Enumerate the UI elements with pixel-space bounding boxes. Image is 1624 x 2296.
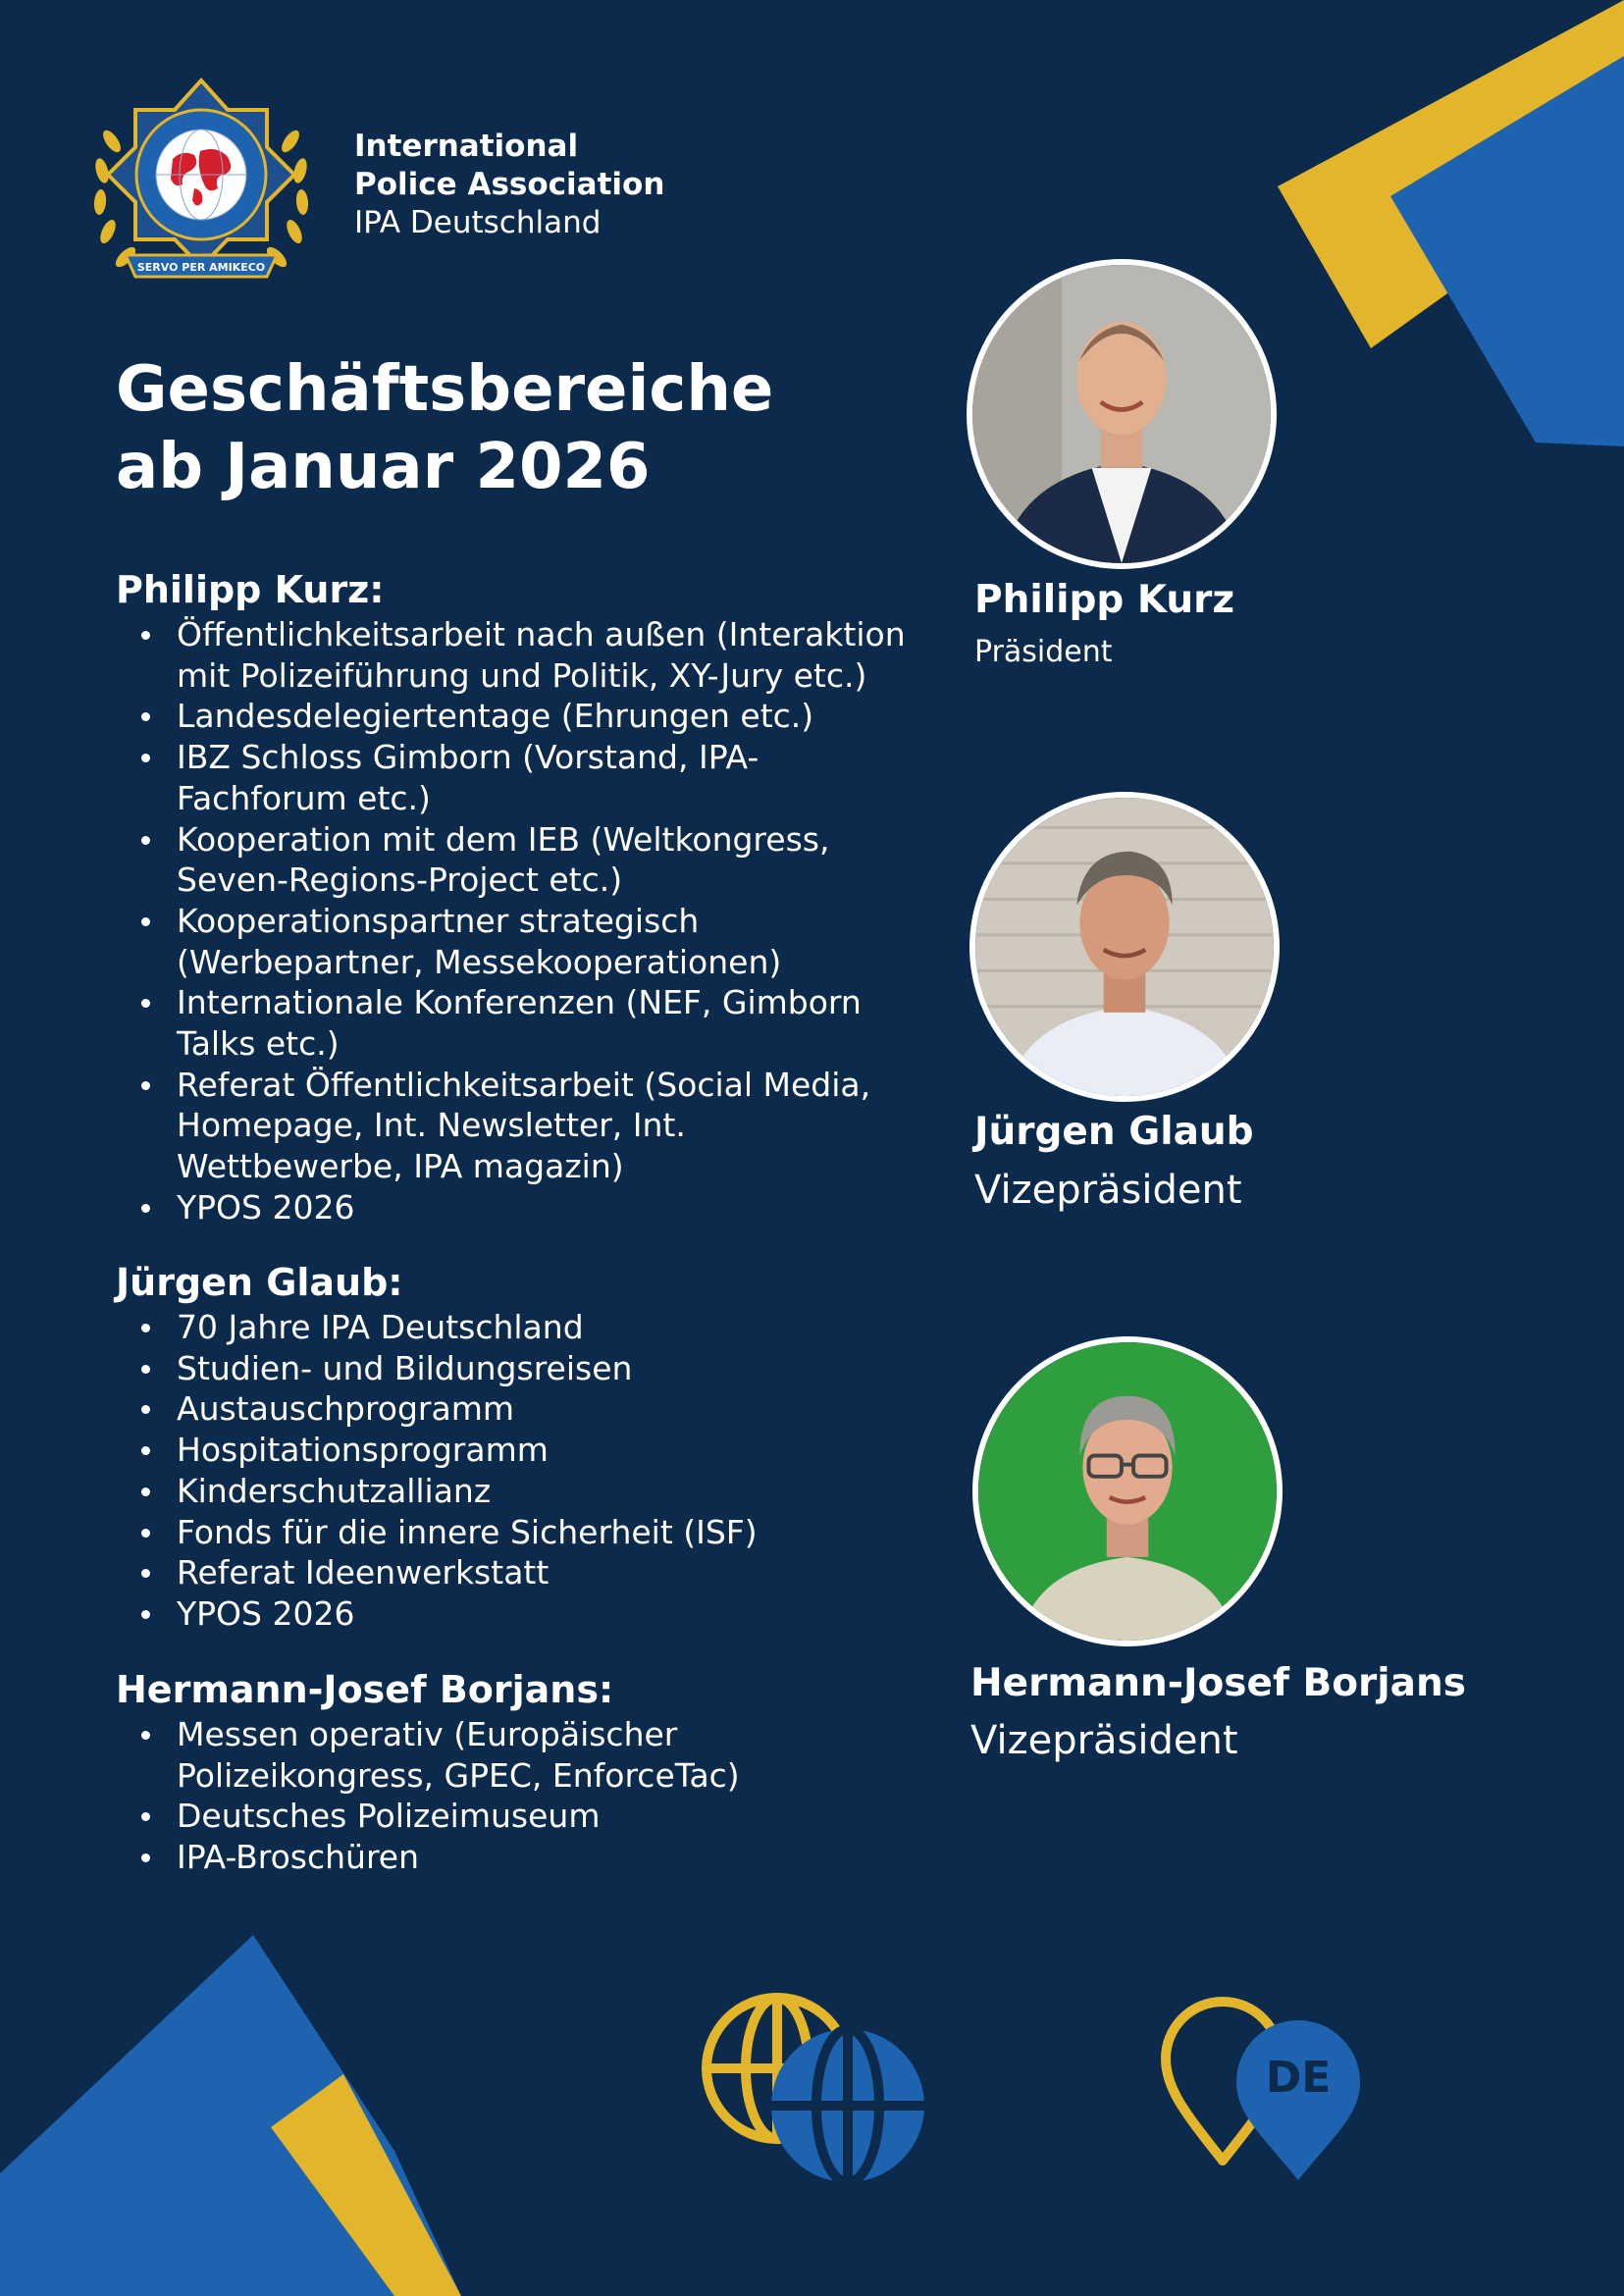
org-line-1: International [354,129,579,164]
list-item-line: Studien- und Bildungsreisen [177,1348,633,1387]
portrait-hermann-josef-borjans [972,1336,1283,1646]
organization-name [354,128,664,242]
list-item-line: Kooperation mit dem IEB (Weltkongress, [177,819,830,859]
list-item-line: Öffentlichkeitsarbeit nach außen (Interaktion [177,615,906,653]
list-item-line: Polizeikongress, GPEC, EnforceTac) [177,1755,740,1795]
list-item-line: Internationale Konferenzen (NEF, Gimborn [177,983,862,1022]
list-item-line: IBZ Schloss Gimborn (Vorstand, IPA- [177,738,760,777]
ipa-logo [82,73,320,300]
person-name: Hermann-Josef Borjans [970,1661,1466,1705]
list-item-line: Kinderschutzallianz [177,1471,492,1510]
list-item [177,1065,940,1187]
portrait-philipp-kurz [967,259,1277,569]
list-item [177,901,940,982]
list-item-line: Homepage, Int. Newsletter, Int. [177,1106,686,1145]
section-hermann-josef-borjans [116,1667,940,1878]
list-item-line: YPOS 2026 [177,1593,355,1633]
list-item [177,1307,940,1348]
list-item [177,1348,940,1389]
list-item-line: IPA-Broschüren [177,1838,420,1877]
list-item-line: Fachforum etc.) [177,778,431,817]
list-item-line: Fonds für die innere Sicherheit (ISF) [177,1512,758,1551]
list-item-line: Messen operativ (Europäischer [177,1715,678,1753]
section-heading: Jürgen Glaub: [116,1261,403,1304]
list-item [177,1430,940,1471]
list-item [177,1187,940,1228]
globe-icon [697,1988,928,2184]
list-item [177,1714,940,1796]
list-item [177,1796,940,1837]
list-item [177,982,940,1064]
person-role: Vizepräsident [970,1718,1238,1763]
list-item-line: YPOS 2026 [177,1187,355,1226]
list-item-line: Referat Ideenwerkstatt [177,1553,550,1592]
list-item [177,696,940,737]
list-item-line: Referat Öffentlichkeitsarbeit (Social Media, [177,1065,871,1104]
section-heading: Philipp Kurz: [116,568,385,611]
list-item [177,1512,940,1553]
org-line-3: IPA Deutschland [354,205,602,240]
list-item [177,1593,940,1635]
list-item [177,1388,940,1430]
svg-text:SERVO PER AMIKECO: SERVO PER AMIKECO [136,261,266,274]
list-item-line: Seven-Regions-Project etc.) [177,861,623,900]
list-item [177,1471,940,1512]
responsibility-list [116,1307,940,1635]
person-name: Jürgen Glaub [974,1110,1254,1154]
list-item-line: 70 Jahre IPA Deutschland [177,1308,584,1346]
org-line-2: Police Association [354,167,665,202]
list-item-line: Landesdelegiertentage (Ehrungen etc.) [177,697,814,736]
person-name: Philipp Kurz [974,578,1235,622]
location-pin-label: DE [1265,2053,1332,2103]
responsibility-list [116,614,940,1228]
section-juergen-glaub [116,1260,940,1635]
section-philipp-kurz [116,567,940,1228]
list-item [177,819,940,901]
title-line-1: Geschäftsbereiche [116,353,774,426]
person-role: Präsident [974,635,1113,669]
list-item-line: Wettbewerbe, IPA magazin) [177,1147,624,1186]
list-item-line: Kooperationspartner strategisch [177,901,700,940]
list-item-line: Talks etc.) [177,1024,340,1064]
list-item-line: (Werbepartner, Messekooperationen) [177,942,782,981]
list-item-line: Austauschprogramm [177,1389,515,1429]
portrait-juergen-glaub [969,792,1280,1102]
list-item-line: Hospitationsprogramm [177,1431,549,1470]
list-item [177,1552,940,1593]
list-item-line: mit Polizeiführung und Politik, XY-Jury etc.) [177,655,867,695]
section-heading: Hermann-Josef Borjans: [116,1668,614,1711]
person-role: Vizepräsident [974,1168,1242,1213]
list-item [177,614,940,696]
responsibility-list [116,1714,940,1878]
list-item [177,1837,940,1878]
title-line-2: ab Januar 2026 [116,431,651,503]
list-item [177,737,940,818]
location-pin-icon [1158,1988,1364,2184]
list-item-line: Deutsches Polizeimuseum [177,1797,601,1836]
page-title [116,351,773,506]
